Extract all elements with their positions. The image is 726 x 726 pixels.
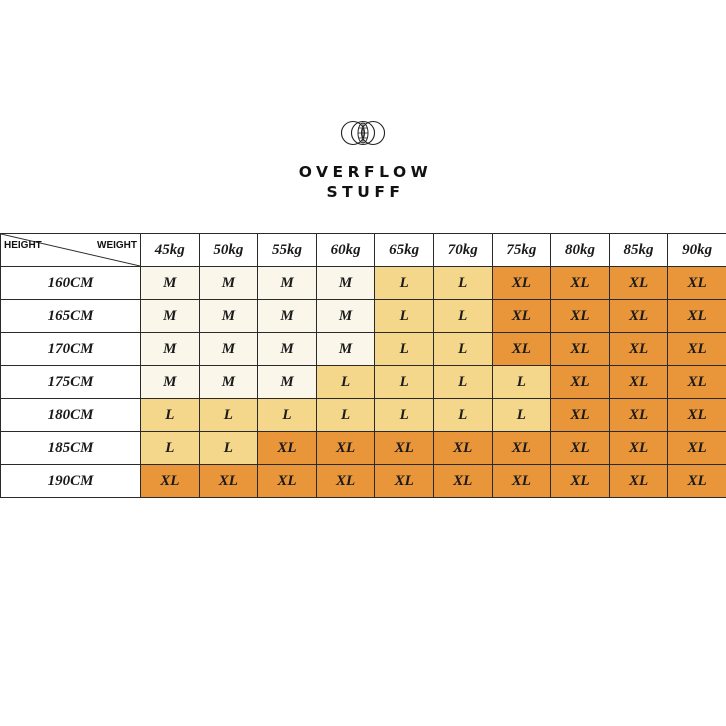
size-cell: XL [141,465,200,498]
size-cell: XL [492,465,551,498]
size-cell: XL [316,465,375,498]
size-cell: L [199,432,258,465]
size-cell: XL [668,366,726,399]
size-cell: XL [551,300,610,333]
size-cell: XL [199,465,258,498]
size-cell: XL [492,300,551,333]
size-cell: L [433,267,492,300]
size-cell: XL [668,333,726,366]
weight-header: 45kg [141,234,200,267]
size-cell: L [492,399,551,432]
weight-header: 70kg [433,234,492,267]
size-cell: M [316,333,375,366]
size-cell: M [316,267,375,300]
size-cell: L [141,432,200,465]
size-cell: XL [668,465,726,498]
size-cell: M [141,267,200,300]
size-cell: L [433,399,492,432]
size-cell: L [316,399,375,432]
size-cell: M [199,333,258,366]
size-cell: L [316,366,375,399]
height-label: 185CM [1,432,141,465]
size-cell: XL [609,300,668,333]
size-cell: XL [492,333,551,366]
size-cell: XL [668,432,726,465]
height-label: 180CM [1,399,141,432]
size-cell: XL [551,366,610,399]
size-cell: L [375,366,434,399]
height-axis-label: HEIGHT [4,240,42,251]
size-cell: XL [668,267,726,300]
size-cell: XL [551,333,610,366]
size-cell: L [375,267,434,300]
weight-header: 85kg [609,234,668,267]
weight-header: 60kg [316,234,375,267]
weight-header: 50kg [199,234,258,267]
height-label: 170CM [1,333,141,366]
weight-header: 90kg [668,234,726,267]
size-cell: L [492,366,551,399]
size-cell: XL [492,432,551,465]
weight-header: 55kg [258,234,317,267]
size-cell: XL [609,366,668,399]
globe-rings-icon [333,118,393,148]
size-cell: XL [316,432,375,465]
size-cell: L [258,399,317,432]
size-cell: M [199,300,258,333]
size-cell: M [141,366,200,399]
size-cell: XL [609,267,668,300]
size-cell: XL [551,465,610,498]
size-cell: XL [609,333,668,366]
size-cell: XL [375,465,434,498]
size-cell: XL [433,465,492,498]
size-cell: L [375,333,434,366]
height-label: 160CM [1,267,141,300]
corner-cell [1,234,141,267]
size-cell: XL [668,399,726,432]
size-cell: XL [258,432,317,465]
size-cell: XL [609,465,668,498]
weight-header: 75kg [492,234,551,267]
size-cell: L [433,333,492,366]
table-row [1,465,726,498]
size-cell: L [375,399,434,432]
size-cell: M [141,300,200,333]
size-cell: M [141,333,200,366]
brand-logo [0,118,726,202]
weight-header: 65kg [375,234,434,267]
height-label: 165CM [1,300,141,333]
size-cell: M [258,300,317,333]
table-row [1,366,726,399]
size-cell: XL [375,432,434,465]
size-cell: M [258,366,317,399]
size-cell: XL [609,399,668,432]
height-label: 175CM [1,366,141,399]
size-cell: XL [551,399,610,432]
brand-name-line1: OVERFLOW [298,163,433,181]
table-row [1,300,726,333]
weight-axis-label: WEIGHT [97,240,137,251]
table-row [1,267,726,300]
size-cell: XL [258,465,317,498]
size-cell: M [199,366,258,399]
height-label: 190CM [1,465,141,498]
size-cell: L [199,399,258,432]
size-cell: M [199,267,258,300]
size-cell: XL [609,432,668,465]
weight-header-row [1,234,726,267]
size-cell: XL [551,267,610,300]
size-cell: XL [433,432,492,465]
table-row [1,432,726,465]
size-cell: L [433,300,492,333]
size-cell: XL [492,267,551,300]
weight-header: 80kg [551,234,610,267]
size-cell: M [316,300,375,333]
size-cell: M [258,333,317,366]
size-chart-table [0,233,726,498]
size-cell: L [141,399,200,432]
table-row [1,399,726,432]
size-cell: M [258,267,317,300]
size-cell: L [375,300,434,333]
size-cell: XL [668,300,726,333]
size-cell: XL [551,432,610,465]
table-row [1,333,726,366]
size-cell: L [433,366,492,399]
brand-name-line2: STUFF [326,183,405,201]
